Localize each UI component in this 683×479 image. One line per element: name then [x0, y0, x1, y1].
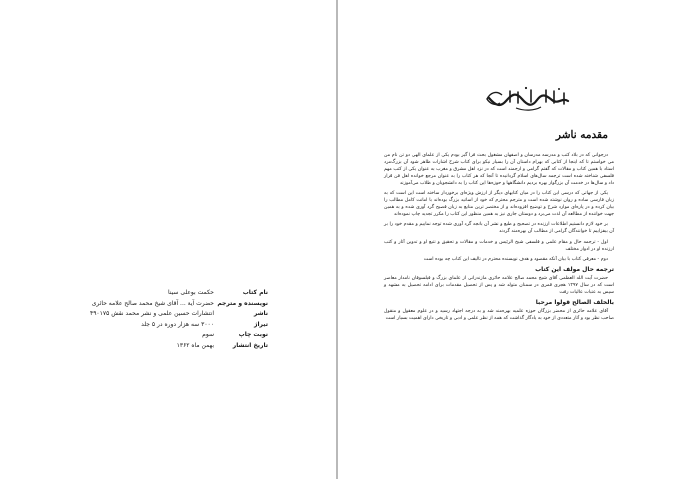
body-paragraph: درجوانی که در بلاد کتب و مدرسه مدرسان و اصفهان مشغول بحث فرا گیر بودم یکی از علمای الهی دو تن نام من می خواستم تا که اینجا از کتابی که بهرام داستان آن را بسیار نیکو برای کتاب شرح اشارات ظاهر شود آن بزرگ‌مرد استاد با همین کتاب و مقالات که گفتم گرامی و ارجمند است که در نزد اهل مشرق و مغرب به عنوان یکی از کتب مهم فلسفی شناخته شده است ترجمه سال‌های اسلام گردانیده تا آنجا که هر کتاب را به عنوان مرجع خوانده اهل فن قرار داد و سال‌ها در خدمت آن بزرگوار بهره بردیم دانشگاهها و حوزه‌ها این کتاب را به دانشجویان و طلاب می‌آموزند: [384, 153, 614, 187]
body-paragraph: آقای علامه حائری از محضر بزرگان حوزه علمیه بهره‌مند شد و به درجه اجتهاد رسید و در علوم معقول و منقول صاحب نظر بود و آثار متعددی از خود به یادگار گذاشت که همه از نظر علمی و ادبی و تاریخی دارای اهمیت بسیار است: [384, 308, 614, 321]
body-paragraph: دوم - معرفی کتاب با بیان آنکه مقصود و هدف نویسنده محترم در تالیف این کتاب چه بوده است: [423, 256, 608, 262]
body-text: [384, 152, 614, 325]
quote-heading: بالخلف الصالح قولوا مرحبا: [535, 298, 614, 306]
body-paragraph: یکی از جهاتی که درسی این کتاب را در میان کتابهای دیگر از ارزش ویژه‌ای برخوردار ساخته است این است که به زبان فارسی ساده و روان نوشته شده است و مترجم محترم که خود از اساتید بزرگ بوده‌اند با امانت کامل مطالب را بیان کرده و در پاره‌ای موارد شرح و توضیح افزوده‌اند و از مختصر ترین منابع به زبان فصیح گرد آوری شده و به همین جهت خواننده از مطالعه آن لذت می‌برد و دوستان جاری نیز به همین منظور این کتاب را مکرر تجدید چاپ نموده‌اند: [384, 191, 614, 218]
body-paragraph: اول - ترجمه حال و مقام علمی و فلسفی شیخ الرئیس و خدمات و مقالات و تحقیق و تتبع او و تدوین آثار و کتب ارزنده او در ادوار مختلف: [384, 239, 614, 252]
colophon-row-publisher: [72, 309, 268, 320]
colophon-value: بهمن ماه ۱۳۶۲: [176, 341, 214, 349]
colophon-label: نام کتاب: [242, 289, 268, 296]
body-paragraph: حضرت آیت الله العظمی آقای شیخ محمد صالح علامه حائری مازندرانی از علمای بزرگ و فیلسوفان نامدار معاصر است که در سال ۱۲۹۷ هجری قمری در سمنان متولد شد و پس از تحصیل مقدمات برای ادامه تحصیل به مشهد و سپس به عتبات عالیات رفت: [384, 275, 614, 295]
colophon-value: حضرت آیة ... آقای شیخ محمد صالح علامه حائری: [91, 299, 214, 307]
colophon: [72, 288, 268, 352]
colophon-label: نویسنده و مترجم: [217, 299, 268, 307]
colophon-value: ۳۰۰۰ سه هزار دوره در ۵ جلد: [141, 320, 214, 328]
colophon-row-edition: [72, 330, 268, 341]
colophon-label: نوبت چاپ: [238, 331, 268, 339]
body-paragraph: بر خود لازم دانستیم اطلاعات ارزنده در تصحیح و طبع و نشر آن بانجه گرد آوری شده توجه نماییم و مقدم خود را بر آن بیفزاییم تا خوانندگان گرامی از مطالب آن بهره‌مند گردند: [384, 222, 614, 235]
left-page: [0, 0, 336, 479]
colophon-value: حکمت بوعلی سینا: [167, 289, 214, 296]
colophon-row-date: [72, 341, 268, 352]
colophon-value: انتشارات حسین علمی و نشر محمد نقش ۴۹۰۱۷۵: [89, 310, 214, 318]
colophon-label: تاریخ انتشار: [232, 341, 268, 349]
colophon-row-circulation: [72, 320, 268, 331]
basmala-calligraphy: [484, 84, 570, 112]
page-title: مقدمه ناشر: [555, 129, 608, 141]
colophon-label: ناشر: [253, 310, 268, 318]
colophon-row-title: [72, 288, 268, 299]
colophon-label: تیراژ: [254, 320, 268, 328]
colophon-row-author: [72, 299, 268, 310]
section-heading: ترجمه حال مولف این کتاب: [535, 265, 614, 273]
colophon-value: سوم: [202, 331, 214, 339]
